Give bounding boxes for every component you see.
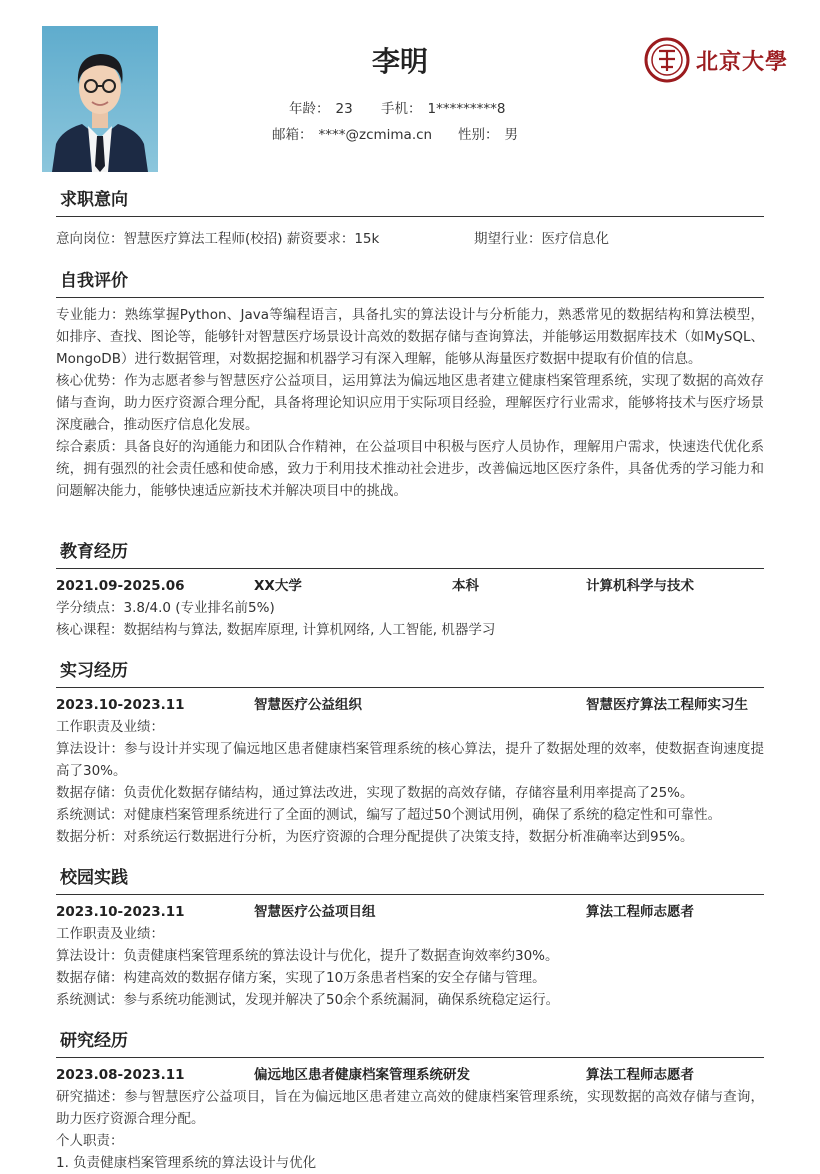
internship-header-row (56, 694, 764, 716)
campus-line: 算法设计：负责健康档案管理系统的算法设计与优化，提升了数据查询效率约30%。 (56, 948, 559, 964)
research-date: 2023.08-2023.11 (56, 1067, 185, 1083)
section-education (56, 540, 764, 641)
section-title: 求职意向 (60, 190, 128, 210)
internship-line: 工作职责及业绩： (56, 719, 164, 735)
university-logo (644, 36, 794, 84)
research-project: 偏远地区患者健康档案管理系统研发 (254, 1067, 470, 1083)
education-school: XX大学 (254, 578, 302, 594)
profile-photo (42, 26, 158, 172)
section-divider (56, 894, 764, 895)
campus-org: 智慧医疗公益项目组 (254, 904, 376, 920)
section-divider (56, 568, 764, 569)
section-title: 研究经历 (60, 1031, 128, 1051)
internship-org: 智慧医疗公益组织 (254, 697, 362, 713)
section-research (56, 1029, 764, 1174)
intent-position: 意向岗位：智慧医疗算法工程师(校招) 薪资要求：15k (56, 231, 380, 247)
email-value: ****@zcmima.cn (318, 127, 433, 143)
self-eval-paragraph: 综合素质：具备良好的沟通能力和团队合作精神，在公益项目中积极与医疗人员协作，理解用户需求，快速迭代优化系统，拥有强烈的社会责任感和使命感，致力于利用技术推动社会进步，改善偏远地区医疗条件，具备优秀的学习能力和问题解决能力，能够快速适应新技术并解决项目中的挑战。 (56, 439, 764, 499)
university-seal-icon (644, 37, 690, 83)
section-job-intent (56, 188, 764, 250)
campus-line: 工作职责及业绩： (56, 926, 164, 942)
phone-info (381, 97, 505, 117)
research-header-row (56, 1064, 764, 1086)
internship-line: 算法设计：参与设计并实现了偏远地区患者健康档案管理系统的核心算法，提升了数据处理的效率，使数据查询速度提高了30%。 (56, 741, 764, 779)
research-line: 研究描述：参与智慧医疗公益项目，旨在为偏远地区患者建立高效的健康档案管理系统，实现数据的高效存储与查询，助力医疗资源合理分配。 (56, 1089, 764, 1127)
education-degree: 本科 (452, 578, 479, 594)
age-label: 年龄： (289, 101, 330, 117)
self-eval-paragraph: 专业能力：熟练掌握Python、Java等编程语言，具备扎实的算法设计与分析能力，熟悉常见的数据结构和算法模型，如排序、查找、图论等，能够针对智慧医疗场景设计高效的数据存储与查询算法，并能够运用数据库技术（如MySQL、MongoDB）进行数据管理，对数据挖掘和机器学习有深入理解，能够从海量医疗数据中提取有价值的信息。 (56, 307, 764, 367)
internship-line: 数据分析：对系统运行数据进行分析，为医疗资源的合理分配提供了决策支持，数据分析准确率达到95%。 (56, 829, 694, 845)
gender-info (458, 123, 518, 143)
education-date: 2021.09-2025.06 (56, 578, 185, 594)
education-line: 学分绩点：3.8/4.0 (专业排名前5%) (56, 600, 275, 616)
internship-line: 数据存储：负责优化数据存储结构，通过算法改进，实现了数据的高效存储，存储容量利用率提高了25%。 (56, 785, 694, 801)
internship-role: 智慧医疗算法工程师实习生 (586, 697, 748, 713)
self-eval-paragraph: 核心优势：作为志愿者参与智慧医疗公益项目，运用算法为偏远地区患者建立健康档案管理系统，实现了数据的高效存储与查询，助力医疗资源合理分配，具备将理论知识应用于实际项目经验，理解医疗行业需求，能够将技术与医疗场景深度融合，推动医疗信息化发展。 (56, 373, 764, 433)
section-campus-practice (56, 866, 764, 1011)
age-value: 23 (335, 101, 353, 117)
internship-date: 2023.10-2023.11 (56, 697, 185, 713)
education-major: 计算机科学与技术 (586, 578, 694, 594)
research-line: 1. 负责健康档案管理系统的算法设计与优化 (56, 1155, 317, 1171)
campus-header-row (56, 901, 764, 923)
section-internship (56, 659, 764, 848)
research-role: 算法工程师志愿者 (586, 1067, 694, 1083)
section-title: 校园实践 (60, 868, 128, 888)
campus-line: 数据存储：构建高效的数据存储方案，实现了10万条患者档案的安全存储与管理。 (56, 970, 546, 986)
age-info (289, 97, 353, 117)
candidate-name: 李明 (371, 45, 428, 78)
email-info (272, 123, 432, 143)
intent-row (56, 228, 764, 250)
section-title: 教育经历 (60, 542, 128, 562)
section-title: 实习经历 (60, 661, 128, 681)
gender-label: 性别： (458, 127, 499, 143)
campus-role: 算法工程师志愿者 (586, 904, 694, 920)
phone-value: 1*********8 (427, 101, 506, 117)
education-line: 核心课程：数据结构与算法, 数据库原理, 计算机网络, 人工智能, 机器学习 (56, 622, 496, 638)
education-header-row (56, 575, 764, 597)
email-label: 邮箱： (272, 127, 313, 143)
section-title: 自我评价 (60, 271, 128, 291)
campus-line: 系统测试：参与系统功能测试，发现并解决了50余个系统漏洞，确保系统稳定运行。 (56, 992, 560, 1008)
section-divider (56, 1057, 764, 1058)
internship-line: 系统测试：对健康档案管理系统进行了全面的测试，编写了超过50个测试用例，确保了系统的稳定性和可靠性。 (56, 807, 722, 823)
campus-date: 2023.10-2023.11 (56, 904, 185, 920)
university-logo-text: 北京大學 (696, 48, 789, 75)
gender-value: 男 (504, 127, 518, 143)
section-self-evaluation (56, 269, 764, 502)
section-divider (56, 216, 764, 217)
phone-label: 手机： (381, 101, 422, 117)
intent-industry: 期望行业：医疗信息化 (474, 231, 609, 247)
section-divider (56, 297, 764, 298)
research-line: 个人职责： (56, 1133, 124, 1149)
section-divider (56, 687, 764, 688)
